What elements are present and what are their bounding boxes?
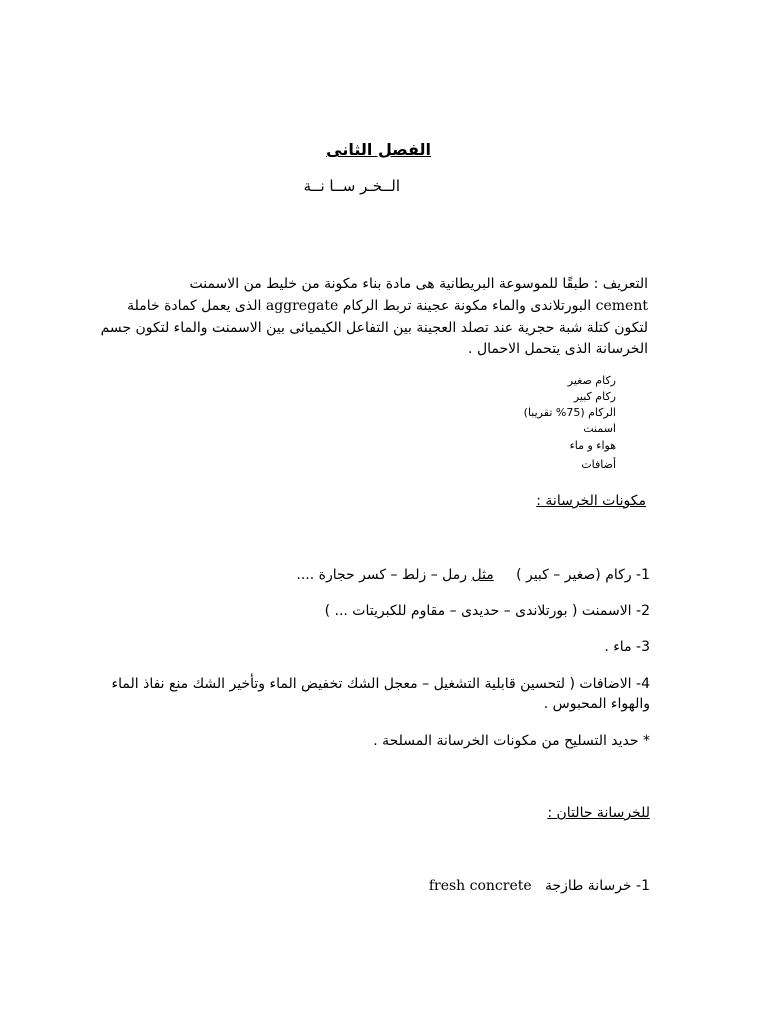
small-list-item: ركام صغير bbox=[567, 374, 616, 387]
component-item-2: 2- الاسمنت ( بورتلاندى – حديدى – مقاوم للكبريتات ... ) bbox=[324, 603, 650, 619]
subject-title: الــخـر ســا نــة bbox=[303, 177, 400, 195]
state-item-1 bbox=[429, 878, 650, 894]
component-item-1-examples: رمل – زلط – كسر حجارة .... bbox=[296, 567, 468, 583]
reinforcement-note: * حديد التسليح من مكونات الخرسانة المسلحة . bbox=[373, 733, 650, 749]
state-item-1-arabic: 1- خرسانة طازجة bbox=[545, 878, 650, 894]
component-item-1 bbox=[296, 567, 650, 583]
component-item-3: 3- ماء . bbox=[604, 639, 650, 655]
small-list-item: ركام كبير bbox=[573, 390, 616, 403]
state-item-1-english: fresh concrete bbox=[428, 878, 532, 894]
definition-line-3: لتكون كتلة شبة حجرية عند تصلد العجينة بين التفاعل الكيميائى بين الاسمنت والماء لتكون جسم bbox=[100, 320, 648, 336]
component-item-4-line-1: 4- الاضافات ( لتحسين قابلية التشغيل – معجل الشك تخفيض الماء وتأخير الشك منع نفاذ الماء bbox=[111, 676, 650, 692]
small-list-item: هواء و ماء bbox=[569, 439, 616, 452]
definition-line-4: الخرسانة الذى يتحمل الاحمال . bbox=[468, 341, 648, 357]
definition-line-2 bbox=[127, 298, 648, 314]
small-list-item: أضافات bbox=[581, 458, 616, 471]
components-heading: مكونات الخرسانة : bbox=[536, 493, 646, 509]
small-list-item: اسمنت bbox=[583, 422, 616, 435]
term-cement: cement bbox=[595, 298, 648, 314]
component-item-1-text: 1- ركام (صغير – كبير ) bbox=[516, 567, 650, 583]
term-aggregate: aggregate bbox=[265, 298, 339, 314]
small-list-item: الركام (75% تقريبا) bbox=[523, 406, 616, 419]
definition-line-2-text-a: البورتلاندى والماء مكونة عجينة تربط الركام bbox=[342, 298, 592, 314]
definition-line-1: التعريف : طبقًا للموسوعة البريطانية هى مادة بناء مكونة من خليط من الاسمنت bbox=[189, 276, 648, 292]
component-item-1-example-label: مثل bbox=[471, 567, 494, 583]
chapter-title: الفصل الثانى bbox=[326, 140, 431, 159]
definition-line-2-text-b: الذى يعمل كمادة خاملة bbox=[127, 298, 262, 314]
component-item-4-line-2: والهواء المحبوس . bbox=[543, 696, 650, 712]
states-heading: للخرسانة حالتان : bbox=[547, 805, 650, 821]
